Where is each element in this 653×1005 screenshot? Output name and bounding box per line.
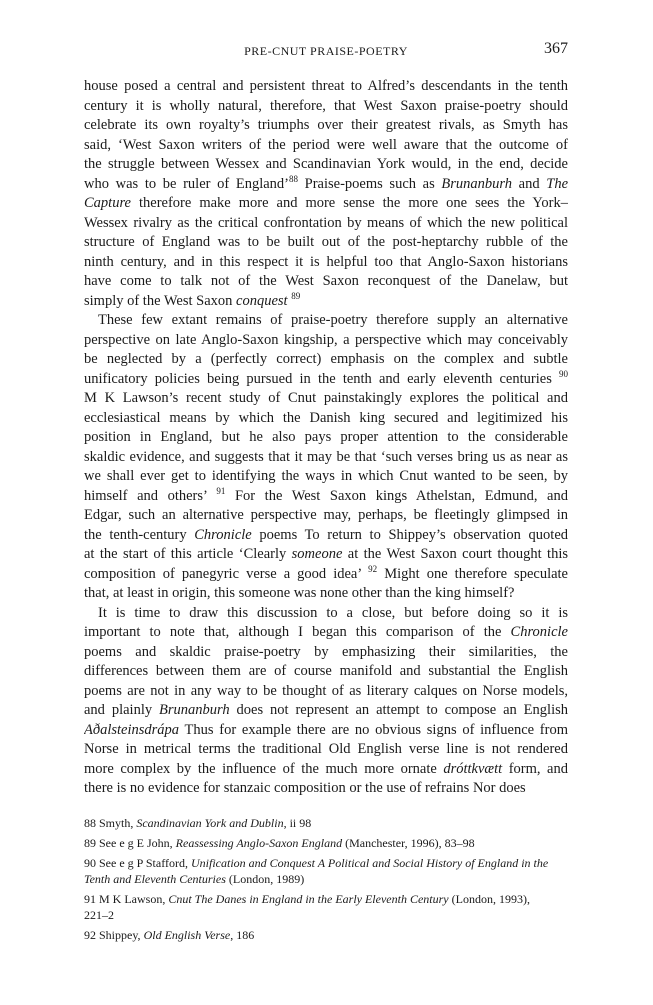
footnote (84, 815, 568, 831)
text-line (84, 740, 568, 760)
footnote-line (84, 835, 568, 851)
italic-text: Reassessing Anglo-Saxon England (175, 836, 343, 850)
text-segment: at the start of this article ‘Clearly (84, 546, 292, 562)
italic-text: Old English Verse (143, 928, 231, 942)
text-line (84, 331, 568, 351)
text-line (84, 604, 568, 624)
text-segment: For the West Saxon kings Athelstan, Edmund, and (225, 487, 568, 504)
text-segment: simply of the West Saxon (84, 292, 237, 309)
paragraph (84, 311, 568, 604)
text-segment: does not represent an attempt to compose an English (229, 702, 568, 718)
text-segment: therefore make more and more sense the more one sees the York– (131, 195, 568, 211)
footnote-line (84, 927, 568, 943)
text-segment: structure of England was to be built out of the post-heptarchy rubble of the (84, 234, 568, 250)
text-segment: the tenth-century (84, 526, 195, 543)
text-line (84, 97, 568, 117)
text-segment: perspective on late Anglo-Saxon kingship, a perspective which may conceivably (84, 331, 568, 348)
text-segment: composition of panegyric verse a good idea’ (84, 565, 369, 582)
text-segment: Wessex rivalry as the critical confrontation by means of which the new political (84, 214, 568, 231)
text-segment: 88 Smyth, (84, 816, 137, 830)
italic-text: Brunanburh (441, 175, 513, 192)
footnote-line (84, 815, 568, 831)
footnotes (84, 815, 568, 947)
text-segment: himself and others’ (84, 487, 217, 504)
text-line (84, 701, 568, 721)
text-segment: Norse in metrical terms the traditional Old English verse line is not rendered (84, 741, 568, 757)
italic-text: Tenth and Eleventh Centuries (84, 872, 226, 886)
page-number: 367 (544, 40, 568, 57)
text-segment: position in England, but he also pays proper attention to the considerable (84, 429, 568, 445)
text-line (84, 760, 568, 780)
text-line (84, 526, 568, 546)
text-segment: It is time to draw this discussion to a close, but before doing so it is (98, 604, 568, 621)
paragraph (84, 604, 568, 799)
text-segment: there is no evidence for stanzaic composition or the use of refrains Nor does (84, 780, 526, 796)
text-segment: 221–2 (84, 908, 114, 922)
footnote-line (84, 891, 568, 907)
text-segment: poems To return to Shippey’s observation quoted (251, 526, 568, 543)
text-segment: unificatory policies being pursued in the tenth and early eleventh centuries (84, 370, 559, 387)
italic-text: Capture (84, 195, 131, 211)
text-segment: Thus for example there are no obvious signs of influence from (179, 721, 568, 738)
text-segment: that, at least in origin, this someone was none other than the king himself? (84, 585, 515, 601)
italic-text: dróttkvætt (443, 760, 503, 777)
text-segment: we shall ever get to identifying the ways in which Cnut wanted to be seen, by (84, 468, 568, 484)
text-line (84, 253, 568, 273)
footnote-ref: 88 (289, 174, 298, 184)
text-line (84, 389, 568, 409)
italic-text: someone (291, 546, 343, 562)
text-line (84, 467, 568, 487)
text-segment: 92 Shippey, (84, 928, 144, 942)
text-line (84, 623, 568, 643)
text-segment: be neglected by a (perfectly correct) emphasis on the complex and subtle (84, 351, 568, 367)
text-line (84, 77, 568, 97)
text-line (84, 214, 568, 234)
footnote-ref: 89 (291, 291, 301, 301)
footnote-line (84, 855, 568, 871)
text-line (84, 175, 568, 195)
text-line (84, 584, 568, 604)
text-line (84, 292, 568, 312)
text-segment: M K Lawson’s recent study of Cnut painstakingly explores the political and (84, 390, 568, 406)
text-segment: 89 See e g E John, (84, 836, 176, 850)
text-segment: ninth century, and in this respect it is helpful too that Anglo-Saxon historians (84, 253, 568, 270)
text-line (84, 409, 568, 429)
text-segment: century it is wholly natural, therefore, that West Saxon praise-poetry should (84, 97, 568, 114)
footnote-ref: 91 (216, 486, 226, 496)
italic-text: Chronicle (194, 526, 252, 543)
text-line (84, 155, 568, 175)
text-line (84, 194, 568, 214)
running-head: PRE-CNUT PRAISE-POETRY (244, 44, 408, 58)
text-line (84, 272, 568, 292)
text-line (84, 779, 568, 799)
italic-text: conquest (236, 292, 288, 309)
text-segment: differences between them are of course manifold and substantial the English (84, 663, 568, 679)
text-segment: Praise-poems such as (298, 175, 442, 192)
text-line (84, 565, 568, 585)
text-line (84, 643, 568, 663)
text-segment: poems and skaldic praise-poetry by emphasizing their similarities, the (84, 643, 568, 660)
text-segment: poems are not in any way to be thought of as literary calques on Norse models, (84, 682, 568, 699)
footnote (84, 835, 568, 851)
italic-text: Chronicle (510, 624, 568, 640)
text-segment: 91 M K Lawson, (84, 892, 169, 906)
text-segment: important to note that, although I began this comparison of the (84, 624, 511, 640)
text-line (84, 311, 568, 331)
italic-text: The (546, 175, 568, 192)
text-segment: more complex by the influence of the much more ornate (84, 760, 444, 777)
italic-text: Cnut The Danes in England in the Early Eleventh Century (168, 892, 449, 906)
text-segment: Edgar, such an alternative perspective may, perhaps, be fleetingly glimpsed in (84, 507, 568, 523)
footnote-line (84, 907, 568, 923)
text-line (84, 682, 568, 702)
body-text (84, 77, 568, 799)
italic-text: Unification and Conquest A Political and Social History of England in the (191, 856, 549, 870)
text-line (84, 545, 568, 565)
text-line (84, 350, 568, 370)
footnote (84, 891, 568, 923)
paragraph (84, 77, 568, 311)
text-segment: , ii 98 (283, 816, 312, 830)
text-segment: These few extant remains of praise-poetry therefore supply an alternative (98, 312, 568, 328)
text-segment: skaldic evidence, and suggests that it may be that ‘such verses bring us as near as (84, 448, 568, 465)
text-line (84, 116, 568, 136)
text-segment: said, ‘West Saxon writers of the period were well aware that the outcome of (84, 136, 568, 153)
text-segment: (Manchester, 1996), 83–98 (342, 836, 475, 850)
text-line (84, 136, 568, 156)
text-line (84, 370, 568, 390)
text-segment: house posed a central and persistent threat to Alfred’s descendants in the tenth (84, 78, 568, 94)
text-line (84, 428, 568, 448)
footnote (84, 927, 568, 943)
italic-text: Brunanburh (159, 702, 230, 718)
text-line (84, 506, 568, 526)
page-header (84, 40, 568, 66)
text-segment: , 186 (230, 928, 255, 942)
text-line (84, 448, 568, 468)
text-segment: at the West Saxon court thought this (342, 546, 568, 562)
footnote-ref: 90 (559, 369, 568, 379)
footnote-ref: 92 (368, 564, 378, 574)
text-segment: celebrate its own royalty’s triumphs over their greatest rivals, as Smyth has (84, 117, 568, 133)
text-segment: who was to be ruler of England’ (84, 175, 289, 192)
text-segment: and plainly (84, 702, 160, 718)
footnote (84, 855, 568, 887)
footnote-line (84, 871, 568, 887)
text-line (84, 721, 568, 741)
text-line (84, 487, 568, 507)
italic-text: Aðalsteinsdrápa (84, 721, 180, 738)
text-segment: 90 See e g P Stafford, (84, 856, 191, 870)
italic-text: Scandinavian York and Dublin (136, 816, 284, 830)
text-segment: (London, 1993), (448, 892, 530, 906)
text-line (84, 233, 568, 253)
text-segment: (London, 1989) (225, 872, 305, 886)
text-segment: form, and (502, 760, 568, 777)
text-segment: Might one therefore speculate (377, 565, 568, 582)
text-line (84, 662, 568, 682)
text-segment: the struggle between Wessex and Scandinavian York would, in the end, decide (84, 156, 568, 172)
text-segment: have come to talk not of the West Saxon reconquest of the Danelaw, but (84, 273, 568, 289)
text-segment: ecclesiastical means by which the Danish king secured and legitimized his (84, 409, 568, 426)
text-segment: and (512, 175, 547, 192)
